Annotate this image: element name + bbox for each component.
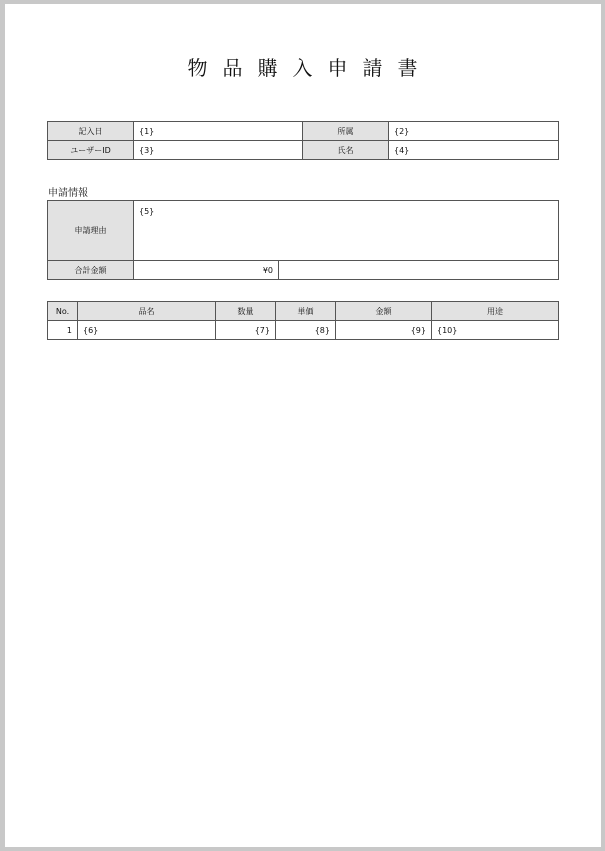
reason-field[interactable]: {5} [134, 201, 559, 261]
document-title: 物品購入申請書 [187, 56, 433, 80]
entry-date-label: 記入日 [48, 122, 134, 141]
quantity-field[interactable]: {7} [216, 321, 276, 340]
application-info-table [47, 200, 559, 280]
col-header-item-name: 品名 [78, 302, 216, 321]
item-name-field[interactable]: {6} [78, 321, 216, 340]
amount-field[interactable]: {9} [336, 321, 432, 340]
col-header-quantity: 数量 [216, 302, 276, 321]
entry-date-field[interactable]: {1} [134, 122, 303, 141]
name-field[interactable]: {4} [389, 141, 559, 160]
reason-label: 申請理由 [48, 201, 134, 261]
table-row [48, 201, 559, 261]
items-table [47, 301, 559, 340]
total-blank-cell [279, 261, 559, 280]
section-title-application: 申請情報 [48, 188, 88, 199]
table-row [48, 122, 559, 141]
table-row [48, 141, 559, 160]
department-field[interactable]: {2} [389, 122, 559, 141]
col-header-amount: 金額 [336, 302, 432, 321]
total-label: 合計金額 [48, 261, 134, 280]
user-id-field[interactable]: {3} [134, 141, 303, 160]
col-header-purpose: 用途 [432, 302, 559, 321]
row-number: 1 [48, 321, 78, 340]
col-header-no: No. [48, 302, 78, 321]
total-amount-value: ¥0 [134, 261, 279, 280]
table-header-row [48, 302, 559, 321]
applicant-info-table [47, 121, 559, 160]
department-label: 所属 [303, 122, 389, 141]
table-row [48, 261, 559, 280]
user-id-label: ユーザーID [48, 141, 134, 160]
table-row [48, 321, 559, 340]
name-label: 氏名 [303, 141, 389, 160]
purpose-field[interactable]: {10} [432, 321, 559, 340]
col-header-unit-price: 単価 [276, 302, 336, 321]
unit-price-field[interactable]: {8} [276, 321, 336, 340]
